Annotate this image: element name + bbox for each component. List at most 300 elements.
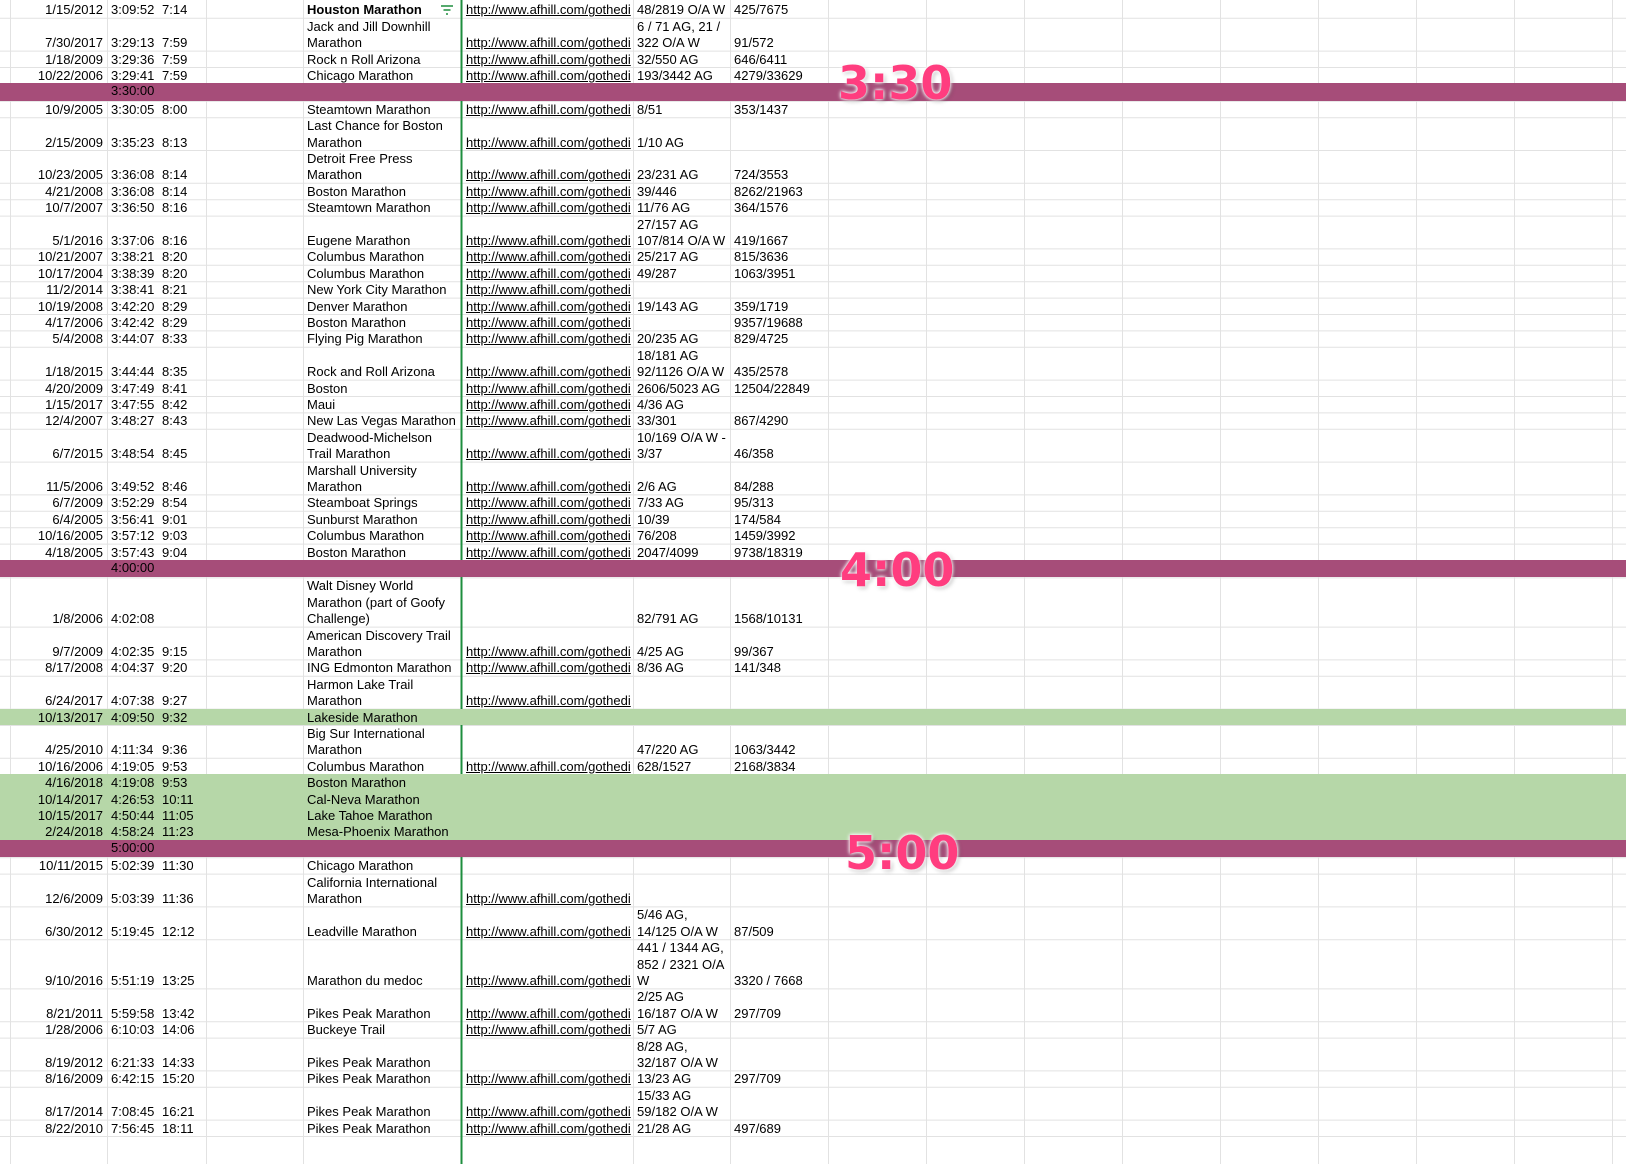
cell-ag: 2/25 AG bbox=[637, 989, 684, 1005]
cell-pace: 8:14 bbox=[162, 167, 188, 183]
cell-date: 11/2/2014 bbox=[46, 282, 103, 298]
cell-ag: 1/10 AG bbox=[637, 134, 684, 150]
cell-link[interactable]: http://www.afhill.com/gothedi bbox=[466, 364, 631, 380]
cell-name: Steamtown Marathon bbox=[307, 200, 431, 216]
cell-name: Cal-Neva Marathon bbox=[307, 791, 420, 807]
cell-link[interactable]: http://www.afhill.com/gothedi bbox=[466, 183, 631, 199]
cell-name: Boston Marathon bbox=[307, 544, 407, 560]
cell-date: 4/25/2010 bbox=[45, 742, 103, 758]
cell-overall: 87/509 bbox=[734, 923, 774, 939]
cell-pace: 9:20 bbox=[162, 660, 188, 676]
cell-pace: 8:16 bbox=[162, 233, 188, 248]
cell-ag: 47/220 AG bbox=[637, 742, 699, 758]
cell-name: Houston Marathon bbox=[307, 2, 422, 18]
cell-name: Marathon bbox=[307, 644, 362, 659]
cell-time: 5:02:39 bbox=[111, 858, 155, 874]
cell-overall: 174/584 bbox=[734, 511, 781, 527]
cell-overall: 646/6411 bbox=[734, 51, 788, 67]
cell-pace: 14:06 bbox=[162, 1022, 195, 1038]
cell-date: 10/7/2007 bbox=[45, 200, 103, 216]
cell-name: Pikes Peak Marathon bbox=[307, 1104, 431, 1120]
cell-time: 3:47:49 bbox=[111, 380, 155, 396]
cell-overall: 84/288 bbox=[734, 479, 774, 494]
cell-ag bbox=[637, 824, 726, 840]
cell-link[interactable]: http://www.afhill.com/gothedi bbox=[466, 233, 631, 248]
cell-overall: 1568/10131 bbox=[734, 611, 803, 627]
cell-ag: 7/33 AG bbox=[637, 495, 684, 511]
cell-pace: 8:00 bbox=[162, 101, 188, 117]
cell-ag: 39/446 bbox=[637, 183, 677, 199]
cell-date: 4/18/2005 bbox=[45, 544, 103, 560]
cell-date: 6/24/2017 bbox=[45, 693, 103, 709]
cell-date: 2/24/2018 bbox=[45, 824, 103, 840]
cell-ag: 82/791 AG bbox=[637, 611, 699, 627]
cell-ag: 10/169 O/A W - bbox=[637, 429, 726, 445]
cell-name: Deadwood-Michelson bbox=[307, 429, 433, 445]
cell-ag: 27/157 AG bbox=[637, 216, 699, 232]
cell-name: Pikes Peak Marathon bbox=[307, 1071, 431, 1087]
cell-date: 11/5/2006 bbox=[46, 479, 103, 494]
cell-pace: 7:59 bbox=[162, 51, 188, 67]
cell-date: 1/8/2006 bbox=[52, 611, 103, 627]
cell-ag: 23/231 AG bbox=[637, 167, 699, 183]
cell-time: 4:02:08 bbox=[111, 611, 155, 627]
cell-ag bbox=[637, 891, 726, 907]
cell-link[interactable]: http://www.afhill.com/gothedi bbox=[466, 923, 631, 939]
cell-name: Marathon bbox=[307, 693, 362, 709]
cell-link[interactable]: http://www.afhill.com/gothedi bbox=[466, 1071, 631, 1087]
cell-name: Last Chance for Boston bbox=[307, 118, 443, 134]
cell-time: 3:47:55 bbox=[111, 397, 155, 412]
cell-name: Walt Disney World bbox=[307, 578, 414, 594]
cell-pace: 9:32 bbox=[162, 709, 188, 725]
cell-overall: 1063/3442 bbox=[734, 742, 796, 758]
cell-link[interactable]: http://www.afhill.com/gothedi bbox=[466, 511, 631, 527]
cell-pace: 8:13 bbox=[162, 134, 188, 150]
cell-time: 3:29:41 bbox=[111, 68, 155, 83]
cell-link[interactable]: http://www.afhill.com/gothedi bbox=[466, 51, 631, 67]
cell-ag: 8/51 bbox=[637, 101, 663, 117]
cell-time: 4:50:44 bbox=[111, 808, 155, 823]
cell-name: Trail Marathon bbox=[307, 446, 391, 462]
cell-link[interactable]: http://www.afhill.com/gothedi bbox=[466, 282, 631, 298]
cell-name: Maui bbox=[307, 397, 336, 412]
cell-name: Marathon bbox=[307, 891, 362, 906]
cell-ag: 92/1126 O/A W bbox=[637, 364, 725, 380]
cell-date: 10/23/2005 bbox=[37, 167, 103, 183]
cell-name: Pikes Peak Marathon bbox=[307, 1120, 431, 1136]
cell-overall: 3320 / 7668 bbox=[734, 973, 803, 988]
cell-overall: 435/2578 bbox=[734, 364, 789, 380]
cell-time: 3:44:44 bbox=[111, 364, 155, 380]
cell-date: 10/22/2006 bbox=[37, 68, 103, 83]
cell-link[interactable]: http://www.afhill.com/gothedi bbox=[466, 495, 631, 511]
cell-time: 3:49:52 bbox=[111, 479, 155, 494]
cell-time: 3:38:21 bbox=[111, 249, 155, 265]
cell-overall: 497/689 bbox=[734, 1120, 781, 1136]
cell-time: 4:09:50 bbox=[111, 709, 155, 725]
cell-ag: 107/814 O/A W bbox=[637, 233, 726, 248]
cell-overall: 9357/19688 bbox=[734, 315, 803, 330]
cell-date: 7/30/2017 bbox=[45, 35, 103, 51]
cell-date: 6/7/2009 bbox=[52, 495, 103, 511]
cell-link[interactable]: http://www.afhill.com/gothedi bbox=[466, 1005, 631, 1021]
cell-name: Columbus Marathon bbox=[307, 528, 425, 544]
cell-name: Marathon (part of Goofy bbox=[307, 594, 446, 610]
cell-link[interactable]: http://www.afhill.com/gothedi bbox=[466, 265, 631, 281]
cell-pace: 8:29 bbox=[162, 315, 188, 330]
cell-link[interactable]: http://www.afhill.com/gothedi bbox=[466, 479, 631, 494]
cell-date: 9/7/2009 bbox=[52, 644, 103, 659]
cell-pace: 16:21 bbox=[162, 1104, 195, 1120]
cell-name: ING Edmonton Marathon bbox=[307, 660, 452, 676]
cell-name: Eugene Marathon bbox=[307, 233, 411, 248]
cell-time: 3:38:41 bbox=[111, 282, 155, 298]
cell-link[interactable]: http://www.afhill.com/gothedi bbox=[466, 973, 631, 988]
cell-ag: 5/46 AG, bbox=[637, 907, 688, 923]
cell-link[interactable]: http://www.afhill.com/gothedi bbox=[466, 544, 631, 560]
cell-pace: 18:11 bbox=[162, 1120, 194, 1136]
cell-pace: 10:11 bbox=[162, 791, 194, 807]
cell-time: 5:03:39 bbox=[111, 891, 155, 906]
cell-time: 4:26:53 bbox=[111, 791, 155, 807]
cell-overall: 8262/21963 bbox=[734, 183, 803, 199]
cell-pace: 12:12 bbox=[162, 923, 195, 939]
cell-time: 4:07:38 bbox=[111, 693, 155, 709]
cell-ag: 5/7 AG bbox=[637, 1022, 677, 1038]
cell-name: Rock and Roll Arizona bbox=[307, 364, 435, 380]
cell-pace: 9:04 bbox=[162, 544, 188, 560]
cell-date: 1/15/2012 bbox=[45, 2, 103, 18]
cell-overall: 425/7675 bbox=[734, 2, 789, 18]
section-divider-row bbox=[0, 560, 1626, 577]
cell-time: 5:19:45 bbox=[111, 923, 155, 939]
cell-name: New Las Vegas Marathon bbox=[307, 413, 456, 429]
cell-time: 7:56:45 bbox=[111, 1120, 155, 1136]
cell-overall: 4279/33629 bbox=[734, 68, 803, 83]
cell-link[interactable]: http://www.afhill.com/gothedi bbox=[466, 331, 631, 347]
cell-pace: 8:41 bbox=[162, 380, 188, 396]
cell-ag: 2047/4099 bbox=[637, 544, 699, 560]
cell-time: 3:48:27 bbox=[111, 413, 155, 429]
cell-ag: 4/36 AG bbox=[637, 397, 684, 412]
cell-time: 3:36:50 bbox=[111, 200, 155, 216]
cell-name: Columbus Marathon bbox=[307, 265, 425, 281]
cell-ag: 322 O/A W bbox=[637, 35, 700, 51]
cell-date: 8/17/2008 bbox=[45, 660, 103, 676]
cell-pace: 9:15 bbox=[162, 644, 188, 659]
cell-overall: 1459/3992 bbox=[734, 528, 796, 544]
cell-ag bbox=[637, 775, 726, 791]
cell-name: Leadville Marathon bbox=[307, 923, 417, 939]
cell-time: 3:56:41 bbox=[111, 511, 155, 527]
cell-pace: 14:33 bbox=[162, 1055, 195, 1070]
cell-pace: 8:21 bbox=[162, 282, 188, 298]
cell-ag: W bbox=[637, 973, 650, 988]
cell-name: Boston Marathon bbox=[307, 183, 407, 199]
cell-pace: 8:16 bbox=[162, 200, 188, 216]
cell-pace: 9:53 bbox=[162, 775, 188, 791]
cell-ag: 32/550 AG bbox=[637, 51, 699, 67]
cell-name: Buckeye Trail bbox=[307, 1022, 386, 1038]
cell-ag bbox=[637, 808, 726, 824]
cell-pace: 8:45 bbox=[162, 446, 188, 462]
cell-pace: 11:23 bbox=[162, 824, 194, 840]
cell-name: New York City Marathon bbox=[307, 282, 447, 298]
cell-ag: 4/25 AG bbox=[637, 644, 684, 659]
cell-date: 4/21/2008 bbox=[45, 183, 103, 199]
cell-overall: 95/313 bbox=[734, 495, 774, 511]
cell-link[interactable]: http://www.afhill.com/gothedi bbox=[466, 200, 631, 216]
cell-time: 6:42:15 bbox=[111, 1071, 155, 1087]
cell-time: 5:51:19 bbox=[111, 973, 155, 988]
cell-time: 3:29:13 bbox=[111, 35, 155, 51]
cell-link[interactable]: http://www.afhill.com/gothedi bbox=[466, 101, 631, 117]
cell-overall: 724/3553 bbox=[734, 167, 789, 183]
cell-time: 3:42:20 bbox=[111, 298, 155, 314]
cell-overall: 99/367 bbox=[734, 644, 774, 659]
cell-ag: 2606/5023 AG bbox=[637, 380, 721, 396]
section-time: 5:00:00 bbox=[111, 839, 155, 855]
cell-link[interactable]: http://www.afhill.com/gothedi bbox=[466, 644, 631, 659]
cell-time: 4:19:05 bbox=[111, 758, 155, 774]
cell-link[interactable]: http://www.afhill.com/gothedi bbox=[466, 1022, 631, 1038]
cell-date: 12/4/2007 bbox=[45, 413, 103, 429]
cell-pace: 8:54 bbox=[162, 495, 188, 511]
section-divider-row bbox=[0, 840, 1626, 857]
cell-ag: 21/28 AG bbox=[637, 1120, 692, 1136]
cell-link[interactable]: http://www.afhill.com/gothedi bbox=[466, 2, 631, 18]
cell-time: 7:08:45 bbox=[111, 1104, 155, 1120]
cell-pace bbox=[162, 611, 299, 627]
cell-time: 3:57:43 bbox=[111, 544, 155, 560]
cell-date: 4/20/2009 bbox=[45, 380, 103, 396]
cell-time: 3:09:52 bbox=[111, 2, 155, 18]
cell-pace: 7:59 bbox=[162, 68, 188, 83]
cell-time: 3:37:06 bbox=[111, 233, 155, 248]
cell-time: 3:38:39 bbox=[111, 265, 155, 281]
cell-time: 6:10:03 bbox=[111, 1022, 155, 1038]
cell-link[interactable]: http://www.afhill.com/gothedi bbox=[466, 35, 631, 51]
cell-link[interactable]: http://www.afhill.com/gothedi bbox=[466, 397, 631, 412]
cell-overall: 141/348 bbox=[734, 660, 781, 676]
cell-name: Detroit Free Press bbox=[307, 151, 413, 166]
cell-name: Marathon bbox=[307, 742, 362, 758]
cell-ag: 193/3442 AG bbox=[637, 68, 713, 83]
cell-ag: 25/217 AG bbox=[637, 249, 699, 265]
cell-pace: 8:42 bbox=[162, 397, 188, 412]
cell-name: Steamtown Marathon bbox=[307, 101, 431, 117]
cell-time: 3:42:42 bbox=[111, 315, 155, 330]
cell-pace: 11:30 bbox=[162, 858, 194, 874]
filter-icon[interactable] bbox=[440, 5, 454, 15]
cell-name: Harmon Lake Trail bbox=[307, 676, 414, 692]
cell-pace: 8:20 bbox=[162, 249, 188, 265]
cell-date: 12/6/2009 bbox=[45, 891, 103, 906]
cell-name: Lakeside Marathon bbox=[307, 709, 418, 725]
cell-link[interactable]: http://www.afhill.com/gothedi bbox=[466, 167, 631, 183]
cell-link[interactable]: http://www.afhill.com/gothedi bbox=[466, 249, 631, 265]
cell-pace: 13:42 bbox=[162, 1005, 195, 1021]
cell-date: 10/17/2004 bbox=[37, 265, 103, 281]
cell-pace: 9:01 bbox=[162, 511, 188, 527]
section-time: 3:30:00 bbox=[111, 83, 155, 99]
cell-overall: 9738/18319 bbox=[734, 544, 803, 560]
cell-time: 3:35:23 bbox=[111, 134, 155, 150]
cell-date: 10/16/2006 bbox=[37, 758, 103, 774]
cell-name: Rock n Roll Arizona bbox=[307, 51, 421, 67]
cell-time: 4:19:08 bbox=[111, 775, 155, 791]
cell-ag bbox=[637, 858, 726, 874]
cell-date: 10/9/2005 bbox=[45, 101, 103, 117]
cell-name: Sunburst Marathon bbox=[307, 511, 418, 527]
cell-pace: 11:36 bbox=[162, 891, 194, 906]
cell-link[interactable]: http://www.afhill.com/gothedi bbox=[466, 446, 631, 462]
cell-link[interactable]: http://www.afhill.com/gothedi bbox=[466, 1104, 631, 1120]
cell-overall: 353/1437 bbox=[734, 101, 789, 117]
cell-pace: 9:53 bbox=[162, 758, 188, 774]
cell-name: California International bbox=[307, 874, 438, 890]
cell-date: 8/22/2010 bbox=[45, 1120, 103, 1136]
cell-link[interactable]: http://www.afhill.com/gothedi bbox=[466, 891, 631, 906]
annotation-4-00: 4:00 bbox=[840, 543, 955, 597]
cell-ag bbox=[637, 710, 726, 726]
cell-ag: 11/76 AG bbox=[637, 200, 691, 216]
cell-name: Big Sur International bbox=[307, 726, 425, 741]
cell-name: Marathon bbox=[307, 35, 362, 51]
cell-overall: 815/3636 bbox=[734, 249, 789, 265]
cell-time: 4:11:34 bbox=[111, 742, 154, 758]
cell-date: 6/30/2012 bbox=[45, 923, 103, 939]
cell-pace: 15:20 bbox=[162, 1071, 195, 1087]
cell-ag: 2/6 AG bbox=[637, 479, 677, 494]
cell-name: Marshall University bbox=[307, 462, 417, 478]
cell-name: Pikes Peak Marathon bbox=[307, 1005, 431, 1021]
cell-name: Pikes Peak Marathon bbox=[307, 1055, 431, 1070]
cell-link[interactable]: http://www.afhill.com/gothedi bbox=[466, 315, 631, 330]
cell-time: 5:59:58 bbox=[111, 1005, 155, 1021]
cell-time: 3:36:08 bbox=[111, 167, 155, 183]
cell-time: 3:52:29 bbox=[111, 495, 155, 511]
cell-pace: 8:20 bbox=[162, 265, 188, 281]
cell-ag bbox=[637, 792, 726, 808]
section-time: 4:00:00 bbox=[111, 560, 155, 575]
cell-name: Flying Pig Marathon bbox=[307, 331, 423, 347]
cell-ag: 8/36 AG bbox=[637, 660, 684, 676]
annotation-5-00: 5:00 bbox=[845, 826, 960, 880]
cell-date: 8/16/2009 bbox=[45, 1071, 103, 1087]
cell-date: 10/14/2017 bbox=[37, 791, 103, 807]
cell-date: 1/18/2015 bbox=[45, 364, 103, 380]
cell-name: Steamboat Springs bbox=[307, 495, 418, 511]
cell-date: 8/17/2014 bbox=[45, 1104, 103, 1120]
cell-ag: 3/37 bbox=[637, 446, 663, 462]
cell-ag: 48/2819 O/A W bbox=[637, 2, 726, 18]
cell-link[interactable]: http://www.afhill.com/gothedi bbox=[466, 528, 631, 544]
cell-pace: 9:36 bbox=[162, 742, 188, 758]
cell-date: 8/19/2012 bbox=[45, 1055, 103, 1070]
cell-pace: 7:59 bbox=[162, 35, 188, 51]
cell-pace: 8:29 bbox=[162, 298, 188, 314]
cell-name: Columbus Marathon bbox=[307, 249, 425, 265]
cell-date: 9/10/2016 bbox=[45, 973, 103, 988]
cell-ag: 852 / 2321 O/A bbox=[637, 956, 725, 972]
cell-overall: 46/358 bbox=[734, 446, 774, 462]
cell-link[interactable]: http://www.afhill.com/gothedi bbox=[466, 758, 631, 774]
cell-date: 6/4/2005 bbox=[52, 511, 103, 527]
cell-name: Marathon bbox=[307, 167, 362, 183]
cell-ag: 33/301 bbox=[637, 413, 677, 429]
annotation-3-30: 3:30 bbox=[838, 56, 953, 110]
cell-ag: 32/187 O/A W bbox=[637, 1055, 718, 1070]
cell-overall: 297/709 bbox=[734, 1071, 781, 1087]
cell-ag: 18/181 AG bbox=[637, 347, 699, 363]
cell-link[interactable]: http://www.afhill.com/gothedi bbox=[466, 298, 631, 314]
cell-overall: 297/709 bbox=[734, 1005, 781, 1021]
cell-time: 3:36:08 bbox=[111, 183, 155, 199]
cell-ag: 15/33 AG bbox=[637, 1087, 692, 1103]
cell-date: 10/13/2017 bbox=[37, 709, 103, 725]
cell-link[interactable]: http://www.afhill.com/gothedi bbox=[466, 660, 631, 676]
cell-date: 10/15/2017 bbox=[37, 808, 103, 823]
cell-name: Boston Marathon bbox=[307, 315, 407, 330]
cell-overall: 91/572 bbox=[734, 35, 774, 51]
cell-link[interactable]: http://www.afhill.com/gothedi bbox=[466, 413, 631, 429]
cell-ag: 628/1527 bbox=[637, 758, 692, 774]
cell-ag: 16/187 O/A W bbox=[637, 1005, 718, 1021]
cell-ag: 13/23 AG bbox=[637, 1071, 692, 1087]
cell-link[interactable]: http://www.afhill.com/gothedi bbox=[466, 134, 631, 150]
cell-pace: 8:33 bbox=[162, 331, 188, 347]
cell-time: 6:21:33 bbox=[111, 1055, 155, 1070]
cell-date: 1/18/2009 bbox=[45, 51, 103, 67]
cell-pace: 7:14 bbox=[162, 2, 188, 18]
cell-overall: 419/1667 bbox=[734, 233, 789, 248]
cell-ag: 59/182 O/A W bbox=[637, 1104, 718, 1120]
cell-ag: 441 / 1344 AG, bbox=[637, 940, 724, 956]
cell-ag: 8/28 AG, bbox=[637, 1038, 688, 1054]
cell-name: Boston bbox=[307, 380, 348, 396]
cell-name: Chicago Marathon bbox=[307, 68, 414, 83]
cell-name: Chicago Marathon bbox=[307, 858, 414, 874]
cell-overall: 829/4725 bbox=[734, 331, 789, 347]
section-divider-row bbox=[0, 83, 1626, 100]
cell-date: 10/11/2015 bbox=[38, 858, 103, 874]
cell-time: 3:48:54 bbox=[111, 446, 155, 462]
cell-pace: 8:14 bbox=[162, 183, 188, 199]
cell-pace: 8:35 bbox=[162, 364, 188, 380]
cell-link[interactable]: http://www.afhill.com/gothedi bbox=[466, 1120, 631, 1136]
cell-link[interactable]: http://www.afhill.com/gothedi bbox=[466, 693, 631, 709]
cell-pace: 13:25 bbox=[162, 973, 195, 988]
cell-ag: 49/287 bbox=[637, 265, 677, 281]
cell-date: 10/19/2008 bbox=[37, 298, 103, 314]
cell-name: Marathon du medoc bbox=[307, 973, 423, 988]
cell-date: 5/4/2008 bbox=[52, 331, 103, 347]
cell-date: 8/21/2011 bbox=[46, 1005, 103, 1021]
cell-date: 4/17/2006 bbox=[45, 315, 103, 330]
cell-pace: 9:27 bbox=[162, 693, 188, 709]
cell-ag: 10/39 bbox=[637, 511, 670, 527]
cell-time: 4:04:37 bbox=[111, 660, 155, 676]
cell-link[interactable]: http://www.afhill.com/gothedi bbox=[466, 380, 631, 396]
cell-pace: 8:46 bbox=[162, 479, 188, 494]
cell-time: 3:44:07 bbox=[111, 331, 155, 347]
cell-link[interactable]: http://www.afhill.com/gothedi bbox=[466, 68, 631, 83]
cell-time: 3:30:05 bbox=[111, 101, 155, 117]
cell-name: American Discovery Trail bbox=[307, 627, 451, 643]
cell-date: 5/1/2016 bbox=[52, 233, 103, 248]
